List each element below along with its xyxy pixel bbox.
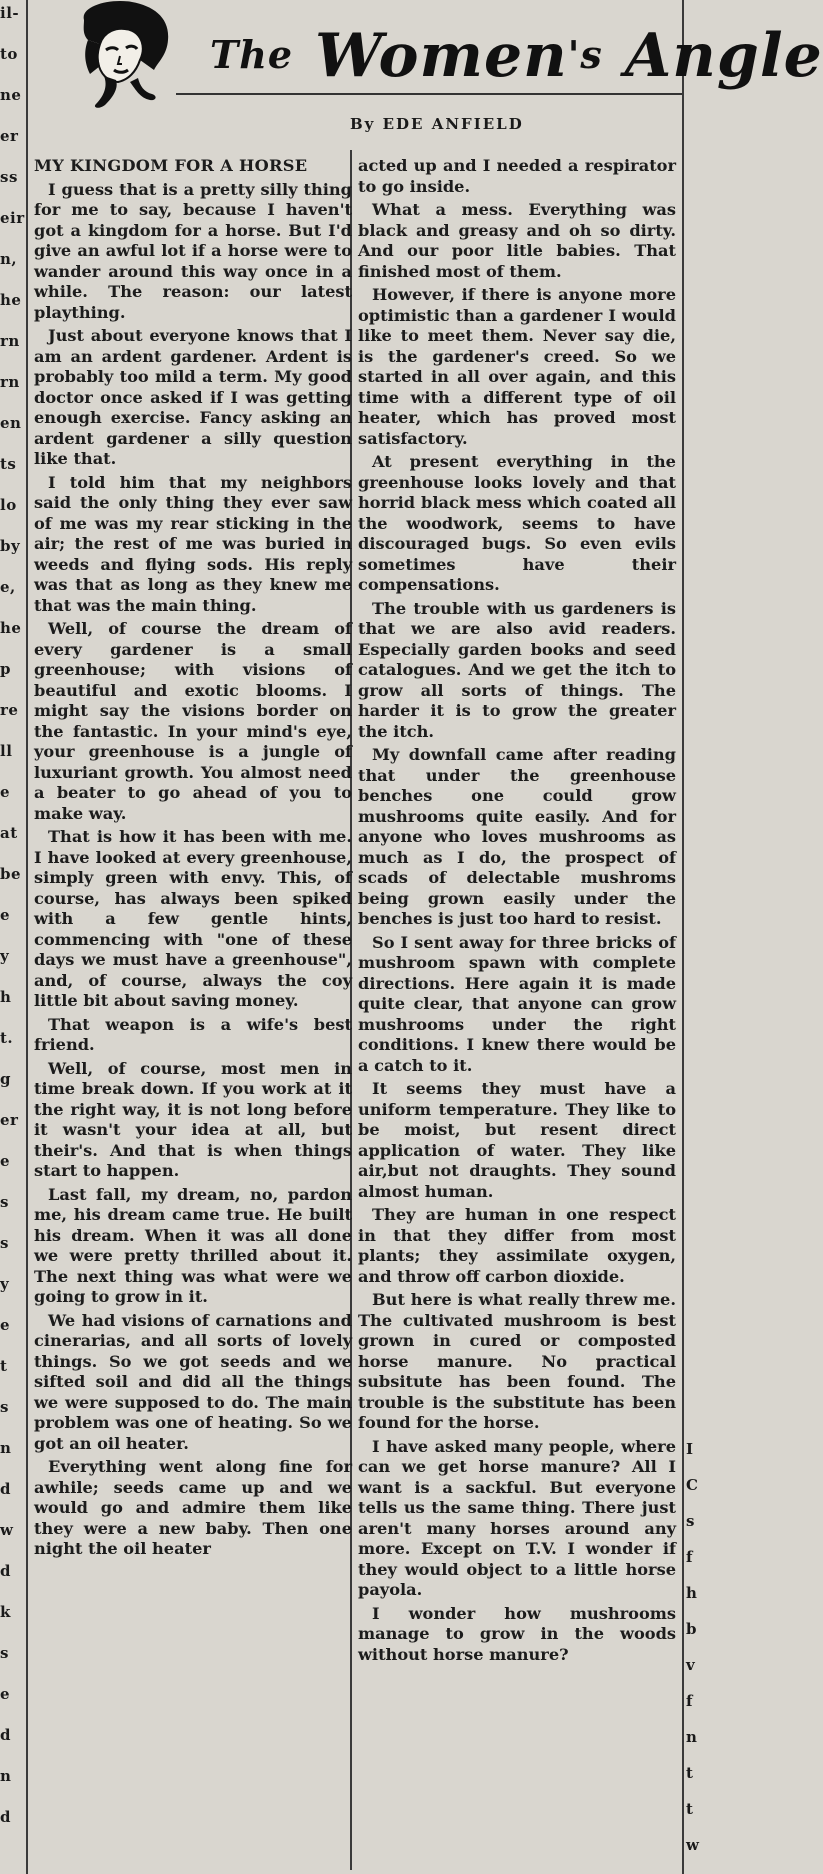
- byline: By EDE ANFIELD: [350, 115, 524, 133]
- edge-text-fragment: v: [686, 1656, 695, 1674]
- article-right-column: [358, 156, 676, 1668]
- article-paragraph: Last fall, my dream, no, pardon me, his dream came true. He built his dream. When it was all done we were pretty thrilled about it. The next thing was what were we going to grow in it.: [34, 1184, 352, 1306]
- article-paragraph: Just about everyone knows that I am an ardent gardener. Ardent is probably too mild a term. My good doctor once asked if I was getting enough exercise. Fancy asking an ardent gardener a silly question like that.: [34, 326, 352, 468]
- edge-text-fragment: t: [0, 1357, 8, 1375]
- edge-text-fragment: be: [0, 865, 22, 883]
- edge-text-fragment: e: [0, 1316, 11, 1334]
- edge-text-fragment: e: [0, 1152, 11, 1170]
- article-paragraph: At present everything in the greenhouse looks lovely and that horrid black mess which coated all the woodwork, seems to have discouraged bugs. So even evils sometimes have their compensations.: [358, 452, 676, 594]
- edge-text-fragment: e,: [0, 578, 16, 596]
- edge-text-fragment: I: [686, 1440, 694, 1458]
- article-paragraph: My downfall came after reading that under the greenhouse benches one could grow mushrooms quite easily. And for anyone who loves mushrooms as much as I do, the prospect of scads of delectable mushroms being grown easily under the benches is just too hard to resist.: [358, 745, 676, 928]
- article-paragraph: It seems they must have a uniform temperature. They like to be moist, but resent direct application of water. They like air,but not draughts. They sound almost human.: [358, 1079, 676, 1201]
- edge-text-fragment: s: [0, 1193, 9, 1211]
- edge-text-fragment: C: [686, 1476, 698, 1494]
- article-paragraph: I told him that my neighbors said the only thing they ever saw of me was my rear sticking in the air; the rest of me was buried in weeds and flying sods. His reply was that as long as they knew me that was the main thing.: [34, 472, 352, 615]
- edge-text-fragment: rn: [0, 332, 20, 350]
- article-paragraph: We had visions of carnations and cinerarias, and all sorts of lovely things. So we got seeds and we sifted soil and did all the things we were supposed to do. The main problem was one of heating. So we got an oil heater.: [34, 1310, 352, 1453]
- edge-text-fragment: s: [0, 1234, 9, 1252]
- edge-text-fragment: ne: [0, 86, 22, 104]
- article-paragraph: Everything went along fine for awhile; seeds came up and we would go and admire them like they were a new baby. Then one night the oil heater: [34, 1457, 352, 1558]
- edge-text-fragment: g: [0, 1070, 11, 1088]
- article-paragraph: That is how it has been with me. I have looked at every greenhouse, simply green with envy. This, of course, has always been spiked with a few gentle hints, commencing with "one of these days we must have a greenhouse", and, of course, always the coy little bit about saving money.: [34, 827, 352, 1010]
- edge-text-fragment: at: [0, 824, 18, 842]
- masthead-rule: [176, 93, 682, 95]
- edge-text-fragment: t: [686, 1764, 693, 1782]
- edge-text-fragment: h: [0, 988, 12, 1006]
- edge-text-fragment: n: [0, 1767, 12, 1785]
- article-paragraph: I guess that is a pretty silly thing for me to say, because I haven't got a kingdom for a horse. But I'd give an awful lot if a horse were to wander around this way once in a while. The reason: our latest plaything.: [34, 179, 352, 322]
- edge-text-fragment: w: [0, 1521, 14, 1539]
- edge-text-fragment: rn: [0, 373, 20, 391]
- edge-text-fragment: ll: [0, 742, 13, 760]
- article-paragraph: I wonder how mushrooms manage to grow in the woods without horse manure?: [358, 1603, 676, 1664]
- edge-text-fragment: d: [0, 1808, 11, 1826]
- right-neighbor-column: [682, 0, 702, 1874]
- edge-text-fragment: d: [0, 1726, 11, 1744]
- article-paragraph: So I sent away for three bricks of mushroom spawn with complete directions. Here again it is made quite clear, that anyone can grow mushrooms under the right conditions. I knew there would be a catch to it.: [358, 932, 676, 1075]
- edge-text-fragment: ss: [0, 168, 18, 186]
- edge-text-fragment: e: [0, 1685, 11, 1703]
- edge-text-fragment: s: [0, 1644, 9, 1662]
- edge-text-fragment: w: [686, 1836, 699, 1854]
- edge-text-fragment: he: [0, 291, 22, 309]
- edge-text-fragment: p: [0, 660, 11, 678]
- edge-text-fragment: t: [686, 1800, 693, 1818]
- article-paragraph: They are human in one respect in that they differ from most plants; they assimilate oxygen, and throw off carbon dioxide.: [358, 1205, 676, 1286]
- edge-text-fragment: d: [0, 1480, 11, 1498]
- edge-text-fragment: lo: [0, 496, 17, 514]
- edge-text-fragment: n: [0, 1439, 12, 1457]
- edge-text-fragment: er: [0, 127, 19, 145]
- article-paragraph: Well, of course the dream of every gardener is a small greenhouse; with visions of beautiful and exotic blooms. I might say the visions border on the fantastic. In your mind's eye, your greenhouse is a jungle of luxuriant growth. You almost need a beater to go ahead of you to make way.: [34, 619, 352, 823]
- masthead-women: Women: [314, 21, 568, 91]
- edge-text-fragment: by: [0, 537, 21, 555]
- edge-text-fragment: e: [0, 783, 11, 801]
- edge-text-fragment: d: [0, 1562, 11, 1580]
- article-paragraph: Well, of course, most men in time break down. If you work at it the right way, it is not long before it wasn't your idea at all, but their's. And that is when things start to happen.: [34, 1058, 352, 1180]
- edge-text-fragment: en: [0, 414, 22, 432]
- masthead-angle: Angle: [624, 21, 823, 91]
- masthead-the: The: [210, 32, 294, 77]
- article-paragraph: However, if there is anyone more optimistic than a gardener I would like to meet them. Never say die, is the gardener's creed. So we started in all over again, and this time with a different type of oil heater, which has proved most satisfactory.: [358, 285, 676, 448]
- edge-text-fragment: s: [0, 1398, 9, 1416]
- edge-text-fragment: y: [0, 947, 10, 965]
- edge-text-fragment: il-: [0, 4, 20, 22]
- edge-text-fragment: n,: [0, 250, 18, 268]
- edge-text-fragment: he: [0, 619, 22, 637]
- left-neighbor-column: [0, 0, 28, 1874]
- article-paragraph: I have asked many people, where can we get horse manure? All I want is a sackful. But everyone tells us the same thing. There just aren't many horses around any more. Except on T.V. I wonder if they would object to a little horse payola.: [358, 1436, 676, 1599]
- article-continuation: acted up and I needed a respirator to go inside.: [358, 156, 676, 196]
- article-headline: MY KINGDOM FOR A HORSE: [34, 156, 308, 175]
- edge-text-fragment: t.: [0, 1029, 14, 1047]
- edge-text-fragment: er: [0, 1111, 19, 1129]
- edge-text-fragment: k: [0, 1603, 11, 1621]
- edge-text-fragment: s: [686, 1512, 695, 1530]
- edge-text-fragment: n: [686, 1728, 697, 1746]
- edge-text-fragment: e: [0, 906, 11, 924]
- edge-text-fragment: b: [686, 1620, 697, 1638]
- edge-text-fragment: re: [0, 701, 19, 719]
- edge-text-fragment: to: [0, 45, 18, 63]
- column-masthead: [210, 20, 823, 91]
- edge-text-fragment: f: [686, 1692, 693, 1710]
- article-paragraph: That weapon is a wife's best friend.: [34, 1014, 352, 1054]
- edge-text-fragment: f: [686, 1548, 693, 1566]
- article-paragraph: What a mess. Everything was black and greasy and oh so dirty. And our poor litle babies. That finished most of them.: [358, 200, 676, 281]
- edge-text-fragment: y: [0, 1275, 10, 1293]
- article-paragraph: But here is what really threw me. The cultivated mushroom is best grown in cured or composted horse manure. No practical subsitute has been found. The trouble is the substitute has been found for the horse.: [358, 1290, 676, 1432]
- edge-text-fragment: eir: [0, 209, 25, 227]
- article-left-column: [34, 156, 352, 1563]
- edge-text-fragment: ts: [0, 455, 17, 473]
- article-paragraph: The trouble with us gardeners is that we are also avid readers. Especially garden books and seed catalogues. And we get the itch to grow all sorts of things. The harder it is to grow the greater the itch.: [358, 598, 676, 741]
- masthead-possessive: 's: [567, 32, 603, 77]
- edge-text-fragment: h: [686, 1584, 697, 1602]
- woman-face-logo-icon: [70, 0, 178, 110]
